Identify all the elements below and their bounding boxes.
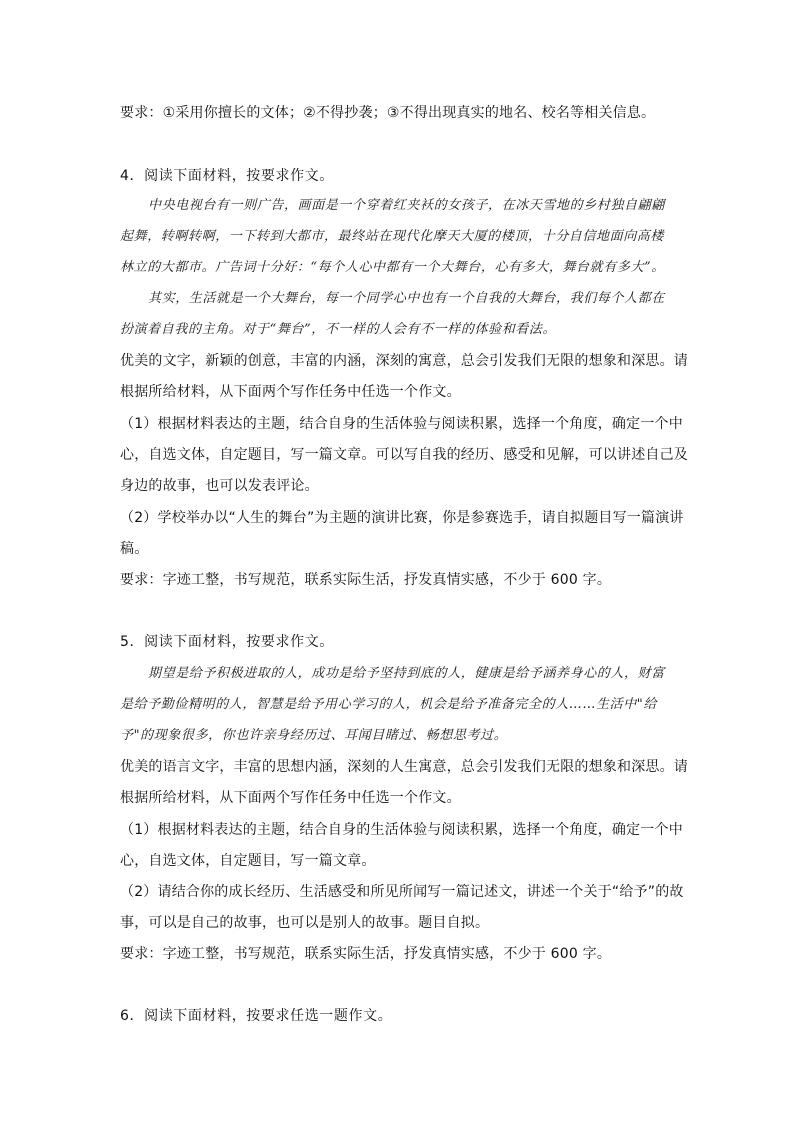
q4-prompt-line: 优美的文字，新颖的创意，丰富的内涵，深刻的寓意，总会引发我们无限的想象和深思。请 [120,353,688,369]
q4-material-line: 林立的大都市。广告词十分好：“每个人心中都有一个大舞台，心有多大，舞台就有多大”。 [120,260,665,275]
q4-task2-line: 稿。 [120,541,149,557]
q4-material-line: 起舞，转啊转啊，一下转到大都市，最终站在现代化摩天大厦的楼顶，十分自信地面向高楼 [120,229,665,244]
q5-material-line: 期望是给予积极进取的人，成功是给予坚持到底的人，健康是给予涵养身心的人，财富 [148,666,665,681]
q4-requirement: 要求：字迹工整，书写规范，联系实际生活，抒发真情实感，不少于 600 字。 [120,572,612,588]
q5-task2-line: （2）请结合你的成长经历、生活感受和所见所闻写一篇记述文，讲述一个关于“给予”的故 [120,884,684,900]
q5-task1-line: 心，自选文体，自定题目，写一篇文章。 [120,853,376,869]
q4-material-line: 中央电视台有一则广告，画面是一个穿着红夹袄的女孩子，在冰天雪地的乡村独自翩翩 [148,198,665,213]
q4-prompt-line: 根据所给材料，从下面两个写作任务中任选一个作文。 [120,384,461,400]
q5-material-line: 予"的现象很多，你也许亲身经历过、耳闻目睹过、畅想思考过。 [120,728,508,743]
q4-material-line: 扮演着自我的主角。对于“舞台”，不一样的人会有不一样的体验和看法。 [120,322,557,337]
q4-task1-line: 心，自选文体，自定题目，写一篇文章。可以写自我的经历、感受和见解，可以讲述自己及 [120,447,688,463]
q4-task1-line: （1）根据材料表达的主题，结合自身的生活体验与阅读积累，选择一个角度，确定一个中 [120,416,683,432]
q5-task1-line: （1）根据材料表达的主题，结合自身的生活体验与阅读积累，选择一个角度，确定一个中 [120,822,683,838]
q5-material-line: 是给予勤俭精明的人，智慧是给予用心学习的人，机会是给予准备完全的人……生活中"给 [120,697,657,712]
q5-prompt-line: 优美的语言文字，丰富的思想内涵，深刻的人生寓意，总会引发我们无限的想象和深思。请 [120,759,688,775]
q5-prompt-line: 根据所给材料，从下面两个写作任务中任选一个作文。 [120,790,461,806]
q6-heading: 6．阅读下面材料，按要求任选一题作文。 [120,1008,393,1024]
q5-task2-line: 事，可以是自己的故事，也可以是别人的故事。题目自拟。 [120,915,490,931]
intro-requirement: 要求：①采用你擅长的文体；②不得抄袭；③不得出现真实的地名、校名等相关信息。 [120,105,656,121]
q4-material-line: 其实，生活就是一个大舞台，每一个同学心中也有一个自我的大舞台，我们每个人都在 [148,291,665,306]
q5-requirement: 要求：字迹工整，书写规范，联系实际生活，抒发真情实感，不少于 600 字。 [120,946,612,962]
q4-heading: 4．阅读下面材料，按要求作文。 [120,168,334,184]
q4-task1-line: 身边的故事，也可以发表评论。 [120,478,319,494]
q5-heading: 5．阅读下面材料，按要求作文。 [120,634,334,650]
q4-task2-line: （2）学校举办以“人生的舞台”为主题的演讲比赛，你是参赛选手，请自拟题目写一篇演讲 [120,510,684,526]
